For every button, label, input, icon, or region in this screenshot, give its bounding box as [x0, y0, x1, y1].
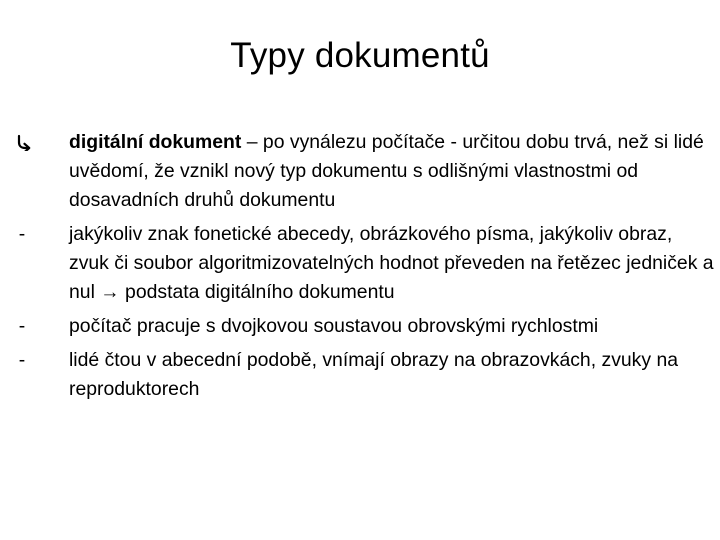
- bullet-text: lidé čtou v abecední podobě, vnímají obrazy na obrazovkách, zvuky na reproduktorech: [69, 349, 679, 400]
- slide-title: Typy dokumentů: [230, 36, 490, 75]
- bullet-list: [10, 128, 716, 409]
- dash-marker: -: [18, 349, 26, 371]
- bullet-text: počítač pracuje s dvojkovou soustavou obrovskými rychlostmi: [69, 315, 599, 337]
- dash-marker: -: [18, 223, 26, 245]
- bullet-text: – po vynálezu počítače - určitou dobu trvá, než si lidé uvědomí, že vznikl nový typ dokumentu s odlišnými vlastnostmi od dosavadních druhů dokumentu: [69, 131, 704, 211]
- bullet-text: jakýkoliv znak fonetické abecedy, obrázkového písma, jakýkoliv obraz, zvuk či soubor algoritmizovatelných hodnot převeden na řetězec jedniček a nul → podstata digitálního dokumentu: [69, 223, 714, 303]
- bullet-item-human-perception: [10, 346, 716, 404]
- dash-marker: -: [18, 315, 26, 337]
- bullet-item-computer-binary: [10, 312, 716, 341]
- bullet-item-character-encoding: [10, 220, 716, 307]
- bullet-lead-term: digitální dokument: [69, 131, 242, 153]
- bullet-item-digital-document: [10, 128, 716, 215]
